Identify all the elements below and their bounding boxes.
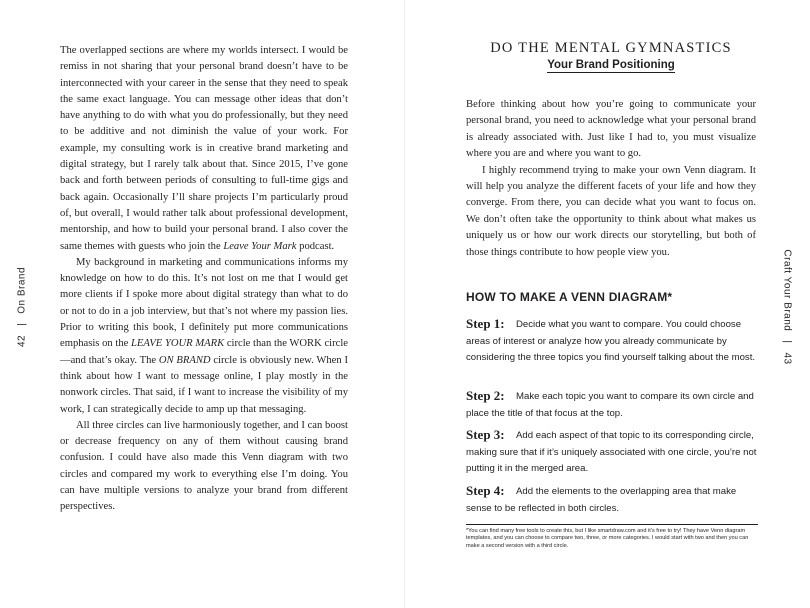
right-page-body bbox=[466, 97, 756, 261]
footnote: *You can find many free tools to create this, but I like smartdraw.com and it’s free to try! They have Venn diagram templates, and you can choose to compare two, three, or more categories. I would start with two and then you can make a second version with a third circle. bbox=[466, 524, 758, 550]
step-1 bbox=[466, 317, 758, 367]
right-page bbox=[405, 0, 810, 608]
section-subtitle-text: Your Brand Positioning bbox=[547, 59, 675, 71]
left-paragraph-1-text: The overlapped sections are where my worlds intersect. I would be remiss in not sharing that your personal brand doesn’t have to be interconnected with your career in the sense that they need to speak the same exact language. You can message other ideas that don’t have anything to do with what you do professionally, but they need to be additive and not diminish the value of your work. For example, my consulting work is in creative brand marketing and digital strategy, but I rarely talk about that. Since 2015, I’ve gone back and forth between periods of consulting to full-time gigs and back again. Occasionally I’ll share projects I’m particularly proud of, but overall, I would rather talk about professional development, mentorship, and how to build your personal brand. I also cover the same themes with guests who join the bbox=[60, 45, 348, 252]
left-paragraph-3: All three circles can live harmoniously together, and I can boost or decrease frequency on any of them without causing brand confusion. I could have also made this Venn diagram with two circles and compared my work to everything else I’m doing. You can have multiple versions to analyze your brand from different perspectives. bbox=[60, 419, 348, 513]
right-page-number: 43 bbox=[781, 352, 793, 365]
right-running-head-section: Craft Your Brand bbox=[781, 249, 793, 332]
left-paragraph-1-italic: Leave Your Mark bbox=[223, 240, 297, 252]
step-2-text: Make each topic you want to compare its own circle and place the title of that focus at the top. bbox=[466, 391, 754, 419]
step-3-text: Add each aspect of that topic to its corresponding circle, making sure that if it’s uniquely associated with one circle, you’re not putting it in the merged area. bbox=[466, 430, 757, 475]
section-subtitle bbox=[475, 58, 747, 73]
step-4-label: Step 4: bbox=[466, 483, 505, 498]
left-paragraph-2-italic-b: ON BRAND bbox=[158, 354, 211, 366]
step-1-text: Decide what you want to compare. You could choose areas of interest or analyze how you already communicate by considering the three topics you find yourself talking about the most. bbox=[466, 319, 756, 364]
step-3-label: Step 3: bbox=[466, 427, 505, 442]
step-3 bbox=[466, 428, 758, 478]
step-4-text: Add the elements to the overlapping area that make sense to be reflected in both circles. bbox=[466, 486, 737, 514]
right-running-head bbox=[782, 249, 793, 364]
left-paragraph-2-text: My background in marketing and communications informs my knowledge on how to do this. It’s not lost on me that I would get more clients if I spoke more about digital strategy than what to do or not to do in a job interview, but that’s not where my passion lies. Prior to writing this book, I definitely put more communications emphasis on the bbox=[60, 256, 348, 350]
left-page bbox=[0, 0, 404, 608]
step-4 bbox=[466, 484, 758, 517]
left-paragraph-2 bbox=[60, 255, 348, 418]
step-1-label: Step 1: bbox=[466, 316, 505, 331]
right-paragraph-2: I highly recommend trying to make your own Venn diagram. It will help you analyze the different facets of your life and how they converge. From there, you can decide what you want to focus on. We don’t often take the opportunity to think about what makes us uniquely us or how our work directs our storytelling, but both of those things contribute to how people view you. bbox=[466, 164, 756, 258]
left-paragraph-2-mid-b: circle is obviously new. When I think about how I want to message online, I play mostly in the nonwork circles. That said, if I want to increase the visibility of my work, I can strategically decide to amp up that messaging. bbox=[60, 354, 349, 415]
section-title: DO THE MENTAL GYMNASTICS bbox=[490, 40, 732, 56]
left-paragraph-2-italic-a: LEAVE YOUR MARK bbox=[131, 338, 225, 350]
howto-heading: HOW TO MAKE A VENN DIAGRAM* bbox=[466, 290, 673, 304]
left-paragraph-1-end: podcast. bbox=[299, 240, 335, 252]
left-paragraph-2-mid-a: circle than the WORK circle—and that’s okay. The bbox=[60, 338, 348, 366]
left-running-head-separator: | bbox=[16, 322, 28, 326]
left-running-head-section: On Brand bbox=[16, 266, 28, 314]
left-paragraph-1 bbox=[60, 43, 348, 255]
step-2-label: Step 2: bbox=[466, 388, 505, 403]
left-page-body bbox=[60, 43, 348, 516]
step-2 bbox=[466, 389, 758, 422]
left-running-head bbox=[17, 267, 28, 347]
right-running-head-separator: | bbox=[781, 340, 793, 344]
left-page-number: 42 bbox=[16, 334, 28, 348]
right-paragraph-1: Before thinking about how you’re going to communicate your personal brand, you need to acknowledge what your personal brand is already associated with. Just like I had to, you must visualize where you are and where you want to go. bbox=[466, 99, 756, 160]
